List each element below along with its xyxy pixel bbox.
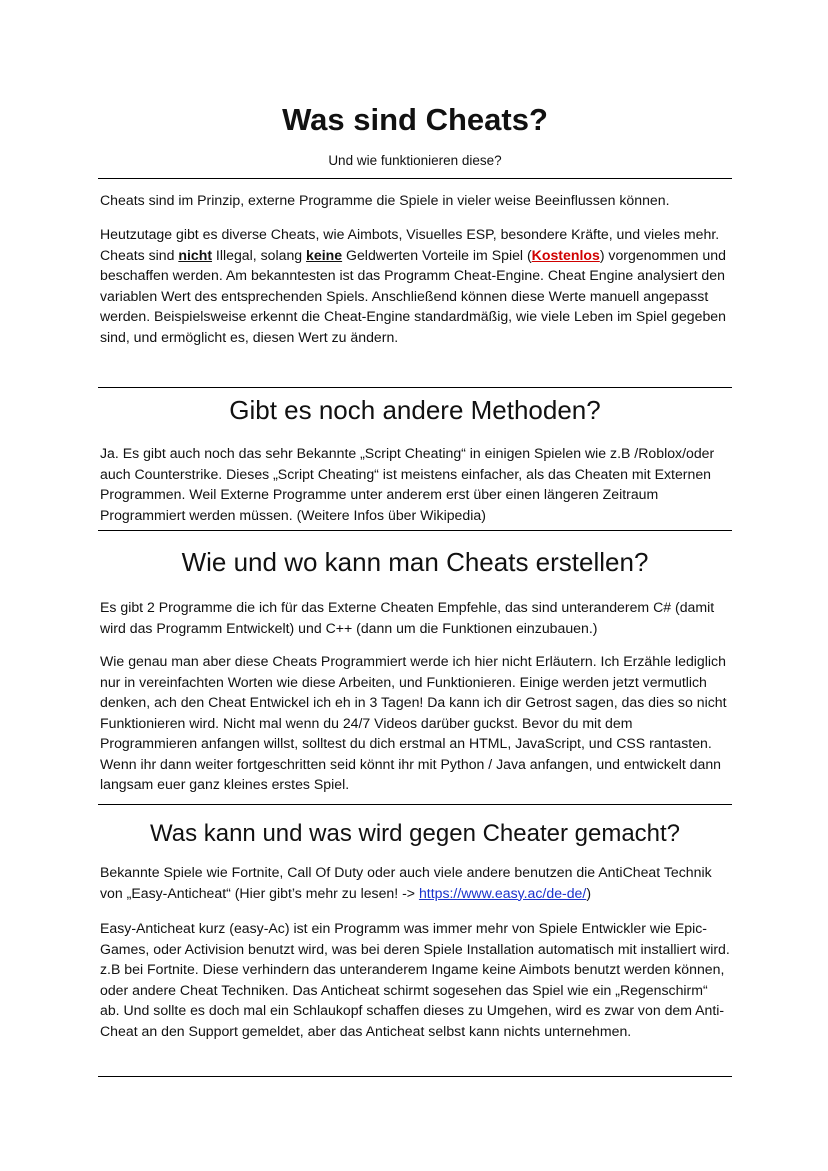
- methods-paragraph: Ja. Es gibt auch noch das sehr Bekannte „Script Cheating“ in einigen Spielen wie z.B /Roblox/oder auch Counterstrike. Dieses „Script Cheating“ ist meistens einfacher, als das Cheaten mit Externen Programmen. Weil Externe Programme unter anderem erst über einen längeren Zeitraum Programmiert werden müssen. (Weitere Infos über Wikipedia): [100, 445, 715, 523]
- divider: [98, 178, 732, 179]
- heading-methods: Gibt es noch andere Methoden?: [229, 395, 601, 425]
- divider: [98, 387, 732, 388]
- emphasis-keine: keine: [306, 246, 343, 263]
- divider: [98, 1076, 732, 1077]
- emphasis-nicht: nicht: [178, 246, 213, 263]
- intro-paragraph: Cheats sind im Prinzip, externe Programme die Spiele in vieler weise Beeinflussen können.: [100, 192, 670, 208]
- text-run: Geldwerten Vorteile im Spiel (: [342, 246, 532, 263]
- text-run: ): [586, 884, 592, 901]
- text-run: ) vorgenommen und beschaffen werden. Am bekanntesten ist das Programm Cheat-Engine. Cheat Engine analysiert den variablen Wert des entsprechenden Spiels. Anschließend können diese Werte manuell angepasst werden. Beispielsweise erkennt die Cheat-Engine standardmäßig, wie viele Leben im Spiel gegeben sind, und ermöglicht es, diesen Wert zu ändern.: [100, 246, 726, 345]
- divider: [98, 804, 732, 805]
- text-run: Illegal, solang: [212, 246, 307, 263]
- text-run: Heutzutage gibt es diverse Cheats, wie Aimbots, Visuelles ESP, besondere Kräfte, und vieles mehr. Cheats sind: [100, 226, 720, 263]
- against-paragraph-2: Easy-Anticheat kurz (easy-Ac) ist ein Programm was immer mehr von Spiele Entwickler wie Epic-Games, oder Activision benutzt wird, was bei deren Spiele Installation automatisch mit installiert wird. z.B bei Fortnite. Diese verhindern das unteranderem Ingame keine Aimbots benutzt werden können, oder andere Cheat Techniken. Das Anticheat schirmt sogesehen das Spiel wie ein „Regenschirm“ ab. Und sollte es doch mal ein Schlaukopf schaffen dieses zu Umgehen, wird es zwar von dem Anti-Cheat an den Support gemeldet, aber das Anticheat selbst kann nichts unternehmen.: [100, 920, 730, 1039]
- heading-against: Was kann und was wird gegen Cheater gemacht?: [149, 820, 681, 847]
- cheats-paragraph: [100, 224, 730, 347]
- emphasis-kostenlos: Kostenlos: [531, 246, 600, 263]
- against-paragraph-1: [100, 862, 730, 903]
- divider: [98, 530, 732, 531]
- create-paragraph-2: Wie genau man aber diese Cheats Programmiert werde ich hier nicht Erläutern. Ich Erzähle lediglich nur in vereinfachten Worten wie diese Arbeiten, und Funktionieren. Einige werden jetzt vermutlich denken, ach den Cheat Entwickel ich eh in 3 Tagen! Da kann ich dir Getrost sagen, das dies so nicht Funktionieren wird. Nicht mal wenn du 24/7 Videos darüber guckst. Bevor du mit dem Programmieren anfangen willst, solltest du dich erstmal an HTML, JavaScript, und CSS rantasten. Wenn ihr dann weiter fortgeschritten seid könnt ihr mit Python / Java anfangen, und entwickelt dann langsam euer ganz kleines erstes Spiel.: [100, 653, 727, 792]
- page-title: Was sind Cheats?: [282, 102, 548, 137]
- text-run: Bekannte Spiele wie Fortnite, Call Of Duty oder auch viele andere benutzen die AntiCheat Technik von „Easy-Anticheat“ (Hier gibt’s mehr zu lesen! ->: [100, 864, 712, 901]
- heading-create: Wie und wo kann man Cheats erstellen?: [181, 547, 649, 577]
- page-subtitle: Und wie funktionieren diese?: [328, 153, 502, 168]
- easy-anticheat-link[interactable]: https://www.easy.ac/de-de/: [418, 884, 587, 901]
- create-paragraph-1: Es gibt 2 Programme die ich für das Externe Cheaten Empfehle, das sind unteranderem C# (damit wird das Programm Entwickelt) und C++ (dann um die Funktionen einzubauen.): [100, 599, 715, 636]
